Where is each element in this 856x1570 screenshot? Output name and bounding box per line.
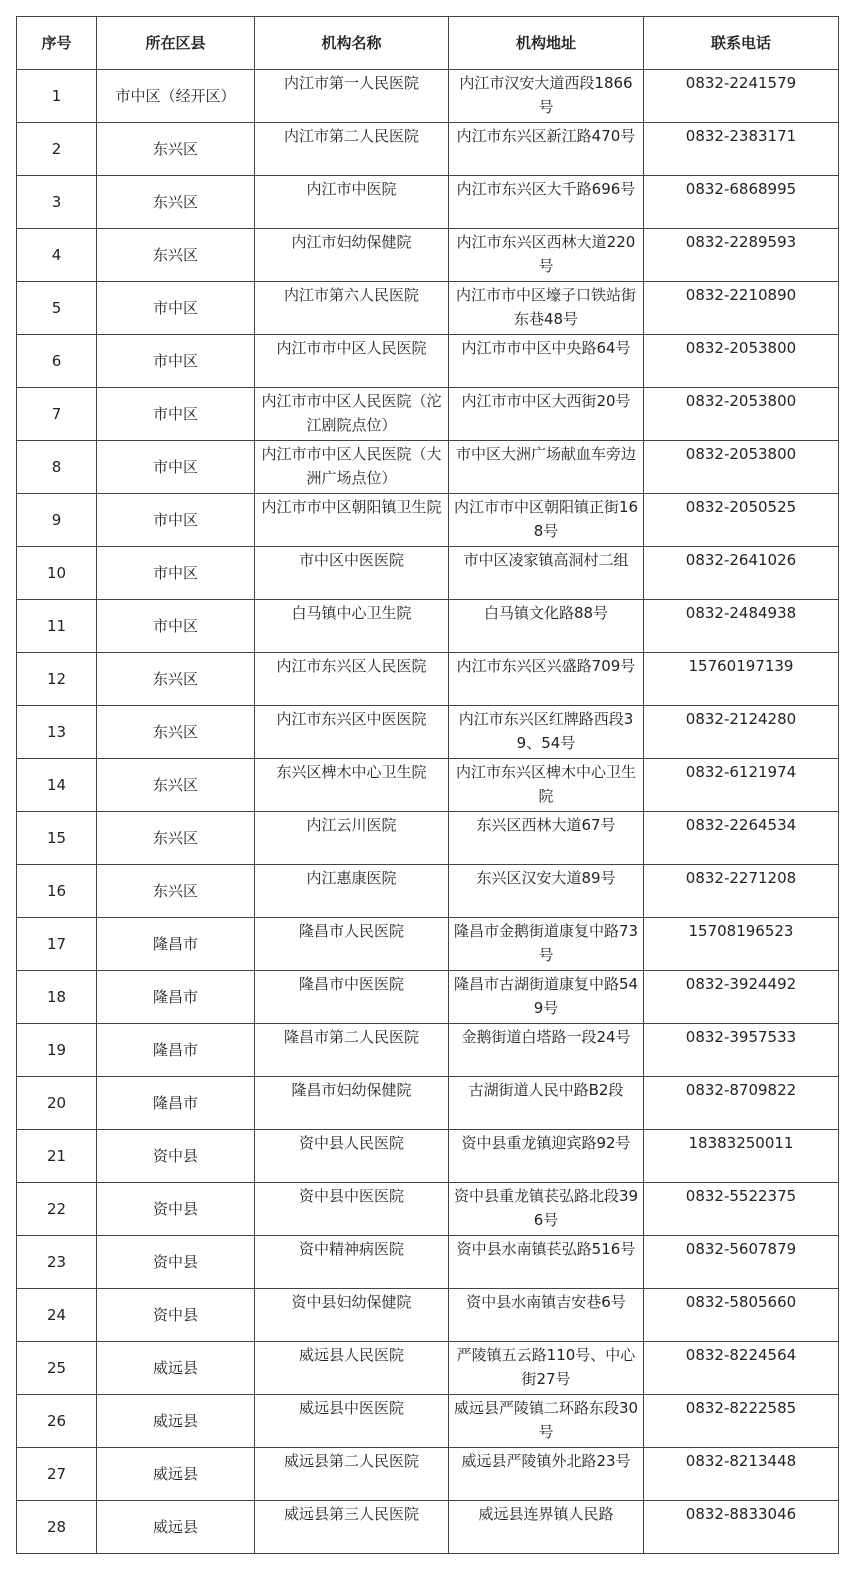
row-number: 13 <box>17 706 97 759</box>
institution-name-cell: 隆昌市第二人民医院 <box>255 1024 449 1077</box>
institution-address-cell: 严陵镇五云路110号、中心街27号 <box>449 1342 644 1395</box>
institution-address-cell: 内江市市中区中央路64号 <box>449 335 644 388</box>
row-number: 10 <box>17 547 97 600</box>
phone-cell: 0832-2053800 <box>644 335 839 388</box>
institution-address-cell: 隆昌市金鹅街道康复中路73号 <box>449 918 644 971</box>
institution-address-cell: 资中县水南镇苌弘路516号 <box>449 1236 644 1289</box>
phone-cell: 0832-2289593 <box>644 229 839 282</box>
institution-name-cell: 内江市市中区人民医院 <box>255 335 449 388</box>
district-cell: 资中县 <box>97 1130 255 1183</box>
institution-address-cell: 市中区大洲广场献血车旁边 <box>449 441 644 494</box>
district-cell: 市中区（经开区） <box>97 70 255 123</box>
table-row <box>17 229 839 282</box>
table-row <box>17 547 839 600</box>
institution-address-cell: 威远县严陵镇外北路23号 <box>449 1448 644 1501</box>
table-row <box>17 1395 839 1448</box>
phone-cell: 0832-2641026 <box>644 547 839 600</box>
institution-name-cell: 威远县人民医院 <box>255 1342 449 1395</box>
institution-name-cell: 隆昌市妇幼保健院 <box>255 1077 449 1130</box>
institution-address-cell: 内江市市中区大西街20号 <box>449 388 644 441</box>
table-row <box>17 1289 839 1342</box>
header-institution-name: 机构名称 <box>255 17 449 70</box>
institution-address-cell: 内江市市中区朝阳镇正街168号 <box>449 494 644 547</box>
row-number: 2 <box>17 123 97 176</box>
row-number: 7 <box>17 388 97 441</box>
phone-cell: 0832-2050525 <box>644 494 839 547</box>
district-cell: 东兴区 <box>97 706 255 759</box>
institution-address-cell: 白马镇文化路88号 <box>449 600 644 653</box>
table-row <box>17 441 839 494</box>
institution-name-cell: 隆昌市人民医院 <box>255 918 449 971</box>
header-institution-address: 机构地址 <box>449 17 644 70</box>
row-number: 16 <box>17 865 97 918</box>
institution-name-cell: 内江市第六人民医院 <box>255 282 449 335</box>
institution-name-cell: 内江惠康医院 <box>255 865 449 918</box>
institution-address-cell: 资中县水南镇吉安巷6号 <box>449 1289 644 1342</box>
institution-name-cell: 内江市中医院 <box>255 176 449 229</box>
row-number: 26 <box>17 1395 97 1448</box>
district-cell: 市中区 <box>97 441 255 494</box>
institution-address-cell: 资中县重龙镇迎宾路92号 <box>449 1130 644 1183</box>
district-cell: 东兴区 <box>97 759 255 812</box>
institution-address-cell: 内江市汉安大道西段1866号 <box>449 70 644 123</box>
institution-table-container <box>16 16 838 1554</box>
phone-cell: 0832-3957533 <box>644 1024 839 1077</box>
row-number: 28 <box>17 1501 97 1554</box>
institution-name-cell: 东兴区椑木中心卫生院 <box>255 759 449 812</box>
table-row <box>17 1501 839 1554</box>
header-no: 序号 <box>17 17 97 70</box>
district-cell: 市中区 <box>97 494 255 547</box>
phone-cell: 0832-8213448 <box>644 1448 839 1501</box>
district-cell: 威远县 <box>97 1395 255 1448</box>
table-row <box>17 653 839 706</box>
table-row <box>17 812 839 865</box>
district-cell: 隆昌市 <box>97 1077 255 1130</box>
row-number: 17 <box>17 918 97 971</box>
table-row <box>17 971 839 1024</box>
phone-cell: 15760197139 <box>644 653 839 706</box>
phone-cell: 0832-2264534 <box>644 812 839 865</box>
row-number: 20 <box>17 1077 97 1130</box>
row-number: 5 <box>17 282 97 335</box>
row-number: 14 <box>17 759 97 812</box>
institution-name-cell: 隆昌市中医医院 <box>255 971 449 1024</box>
institution-name-cell: 内江市市中区人民医院（沱江剧院点位） <box>255 388 449 441</box>
phone-cell: 0832-2383171 <box>644 123 839 176</box>
row-number: 23 <box>17 1236 97 1289</box>
phone-cell: 0832-2210890 <box>644 282 839 335</box>
institution-address-cell: 内江市东兴区大千路696号 <box>449 176 644 229</box>
row-number: 18 <box>17 971 97 1024</box>
table-row <box>17 1236 839 1289</box>
institution-name-cell: 内江市市中区朝阳镇卫生院 <box>255 494 449 547</box>
phone-cell: 15708196523 <box>644 918 839 971</box>
phone-cell: 0832-6121974 <box>644 759 839 812</box>
row-number: 1 <box>17 70 97 123</box>
district-cell: 资中县 <box>97 1183 255 1236</box>
institution-address-cell: 威远县严陵镇二环路东段30号 <box>449 1395 644 1448</box>
district-cell: 威远县 <box>97 1342 255 1395</box>
institution-address-cell: 东兴区西林大道67号 <box>449 812 644 865</box>
table-row <box>17 600 839 653</box>
district-cell: 威远县 <box>97 1501 255 1554</box>
institution-address-cell: 内江市市中区壕子口铁站街东巷48号 <box>449 282 644 335</box>
row-number: 4 <box>17 229 97 282</box>
district-cell: 隆昌市 <box>97 1024 255 1077</box>
row-number: 9 <box>17 494 97 547</box>
table-row <box>17 1024 839 1077</box>
row-number: 6 <box>17 335 97 388</box>
institution-name-cell: 内江市妇幼保健院 <box>255 229 449 282</box>
institution-address-cell: 内江市东兴区红牌路西段39、54号 <box>449 706 644 759</box>
table-row <box>17 918 839 971</box>
phone-cell: 0832-2124280 <box>644 706 839 759</box>
district-cell: 市中区 <box>97 282 255 335</box>
row-number: 27 <box>17 1448 97 1501</box>
table-row <box>17 335 839 388</box>
table-row <box>17 1183 839 1236</box>
row-number: 15 <box>17 812 97 865</box>
row-number: 21 <box>17 1130 97 1183</box>
district-cell: 资中县 <box>97 1236 255 1289</box>
phone-cell: 0832-2053800 <box>644 441 839 494</box>
phone-cell: 0832-8709822 <box>644 1077 839 1130</box>
institution-name-cell: 资中县妇幼保健院 <box>255 1289 449 1342</box>
institution-name-cell: 资中县中医医院 <box>255 1183 449 1236</box>
phone-cell: 0832-8222585 <box>644 1395 839 1448</box>
phone-cell: 0832-5607879 <box>644 1236 839 1289</box>
institution-address-cell: 资中县重龙镇苌弘路北段396号 <box>449 1183 644 1236</box>
district-cell: 市中区 <box>97 335 255 388</box>
table-row <box>17 176 839 229</box>
institution-name-cell: 资中精神病医院 <box>255 1236 449 1289</box>
institution-name-cell: 市中区中医医院 <box>255 547 449 600</box>
district-cell: 东兴区 <box>97 653 255 706</box>
table-row <box>17 123 839 176</box>
institution-address-cell: 内江市东兴区新江路470号 <box>449 123 644 176</box>
row-number: 19 <box>17 1024 97 1077</box>
institution-name-cell: 内江市市中区人民医院（大洲广场点位） <box>255 441 449 494</box>
district-cell: 市中区 <box>97 600 255 653</box>
phone-cell: 0832-2271208 <box>644 865 839 918</box>
institution-name-cell: 资中县人民医院 <box>255 1130 449 1183</box>
table-row <box>17 70 839 123</box>
header-district: 所在区县 <box>97 17 255 70</box>
table-row <box>17 494 839 547</box>
institution-name-cell: 威远县第二人民医院 <box>255 1448 449 1501</box>
phone-cell: 0832-5805660 <box>644 1289 839 1342</box>
table-row <box>17 1342 839 1395</box>
institution-name-cell: 威远县中医医院 <box>255 1395 449 1448</box>
row-number: 8 <box>17 441 97 494</box>
district-cell: 东兴区 <box>97 812 255 865</box>
table-row <box>17 1448 839 1501</box>
header-phone: 联系电话 <box>644 17 839 70</box>
table-row <box>17 1130 839 1183</box>
phone-cell: 0832-3924492 <box>644 971 839 1024</box>
phone-cell: 0832-2484938 <box>644 600 839 653</box>
phone-cell: 0832-8833046 <box>644 1501 839 1554</box>
institution-name-cell: 内江市第二人民医院 <box>255 123 449 176</box>
institution-address-cell: 内江市东兴区椑木中心卫生院 <box>449 759 644 812</box>
header-row <box>17 17 839 70</box>
district-cell: 威远县 <box>97 1448 255 1501</box>
phone-cell: 0832-2053800 <box>644 388 839 441</box>
institution-name-cell: 内江市东兴区中医医院 <box>255 706 449 759</box>
institution-address-cell: 金鹅街道白塔路一段24号 <box>449 1024 644 1077</box>
district-cell: 东兴区 <box>97 176 255 229</box>
institution-name-cell: 威远县第三人民医院 <box>255 1501 449 1554</box>
institution-address-cell: 内江市东兴区兴盛路709号 <box>449 653 644 706</box>
institution-address-cell: 东兴区汉安大道89号 <box>449 865 644 918</box>
phone-cell: 0832-5522375 <box>644 1183 839 1236</box>
phone-cell: 0832-6868995 <box>644 176 839 229</box>
institution-name-cell: 内江市东兴区人民医院 <box>255 653 449 706</box>
institution-address-cell: 古湖街道人民中路B2段 <box>449 1077 644 1130</box>
institution-table <box>16 16 839 1554</box>
table-header <box>17 17 839 70</box>
row-number: 25 <box>17 1342 97 1395</box>
phone-cell: 0832-2241579 <box>644 70 839 123</box>
institution-address-cell: 市中区凌家镇高洞村二组 <box>449 547 644 600</box>
district-cell: 隆昌市 <box>97 918 255 971</box>
institution-name-cell: 内江云川医院 <box>255 812 449 865</box>
district-cell: 市中区 <box>97 388 255 441</box>
row-number: 3 <box>17 176 97 229</box>
row-number: 24 <box>17 1289 97 1342</box>
table-row <box>17 759 839 812</box>
district-cell: 东兴区 <box>97 865 255 918</box>
table-row <box>17 388 839 441</box>
institution-address-cell: 威远县连界镇人民路 <box>449 1501 644 1554</box>
institution-name-cell: 内江市第一人民医院 <box>255 70 449 123</box>
table-row <box>17 706 839 759</box>
district-cell: 东兴区 <box>97 229 255 282</box>
table-row <box>17 1077 839 1130</box>
district-cell: 东兴区 <box>97 123 255 176</box>
phone-cell: 0832-8224564 <box>644 1342 839 1395</box>
institution-address-cell: 隆昌市古湖街道康复中路549号 <box>449 971 644 1024</box>
district-cell: 资中县 <box>97 1289 255 1342</box>
phone-cell: 18383250011 <box>644 1130 839 1183</box>
table-row <box>17 282 839 335</box>
table-body <box>17 70 839 1554</box>
row-number: 22 <box>17 1183 97 1236</box>
institution-name-cell: 白马镇中心卫生院 <box>255 600 449 653</box>
district-cell: 隆昌市 <box>97 971 255 1024</box>
institution-address-cell: 内江市东兴区西林大道220号 <box>449 229 644 282</box>
district-cell: 市中区 <box>97 547 255 600</box>
row-number: 11 <box>17 600 97 653</box>
table-row <box>17 865 839 918</box>
row-number: 12 <box>17 653 97 706</box>
